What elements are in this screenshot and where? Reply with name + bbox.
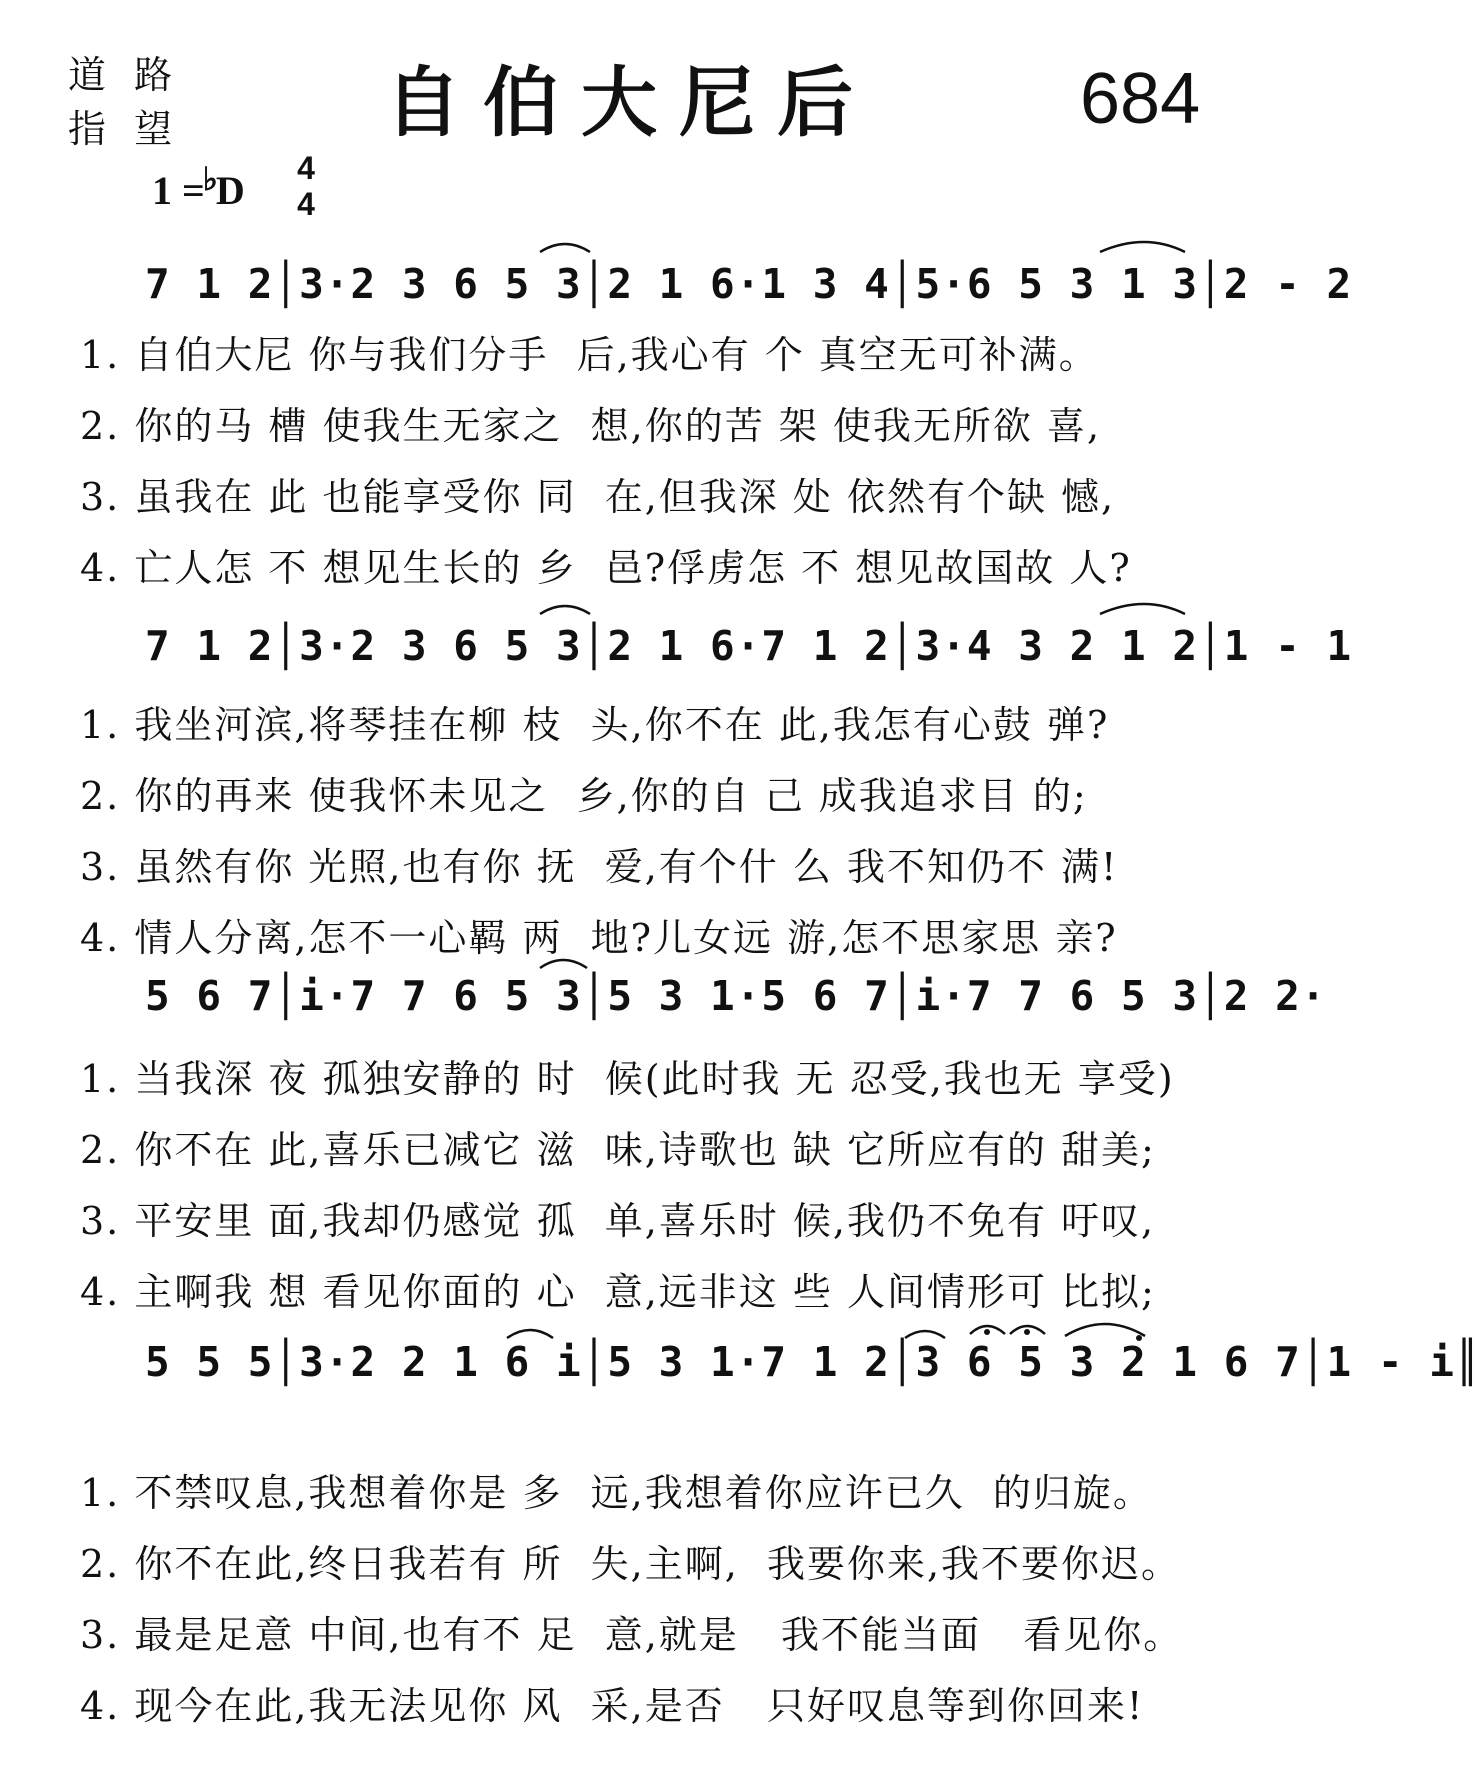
verse-1-line-3: 1. 当我深 夜 孤独安静的 时 候(此时我 无 忍受,我也无 享受) [80,1057,1175,1101]
notes: 7 1 2│3·2 3 6 5 3│2 1 6·7 1 2│3·4 3 2 1 2│1 - 1 [145,622,1353,670]
verse-3-line-2: 3. 虽然有你 光照,也有你 抚 爱,有个什 么 我不知仍不 满! [80,845,1119,889]
verse-4-line-2: 4. 情人分离,怎不一心羁 两 地?儿女远 游,怎不思家思 亲? [80,916,1118,960]
verse-3-line-3: 3. 平安里 面,我却仍感觉 孤 单,喜乐时 候,我仍不免有 吁叹, [80,1199,1156,1243]
key-prefix: 1 = [152,168,205,213]
verse-4-line-3: 4. 主啊我 想 看见你面的 心 意,远非这 些 人间情形可 比拟; [80,1270,1156,1314]
verse-1-line-2: 1. 我坐河滨,将琴挂在柳 枝 头,你不在 此,我怎有心鼓 弹? [80,703,1110,747]
notation-line-2 [145,600,1353,680]
notation-line-4 [145,1316,1481,1396]
key-letter: D [215,168,245,213]
key-signature [152,160,245,214]
notation-line-3 [145,950,1327,1030]
verse-2-line-1: 2. 你的马 槽 使我生无家之 想,你的苦 架 使我无所欲 喜, [80,404,1102,448]
time-signature [292,150,320,222]
verse-3-line-1: 3. 虽我在 此 也能享受你 同 在,但我深 处 依然有个缺 憾, [80,475,1116,519]
verse-1-line-4: 1. 不禁叹息,我想着你是 多 远,我想着你应许已久 的归旋。 [80,1471,1153,1515]
time-denominator: 4 [297,186,315,222]
flat-sign: ♭ [202,161,218,197]
time-numerator: 4 [297,150,315,186]
verse-2-line-2: 2. 你的再来 使我怀未见之 乡,你的自 己 成我追求目 的; [80,774,1088,818]
verse-1-line-1: 1. 自伯大尼 你与我们分手 后,我心有 个 真空无可补满。 [80,333,1099,377]
notes: 5 6 7│i·7 7 6 5 3│5 3 1·5 6 7│i·7 7 6 5 3│2 2· [145,972,1327,1020]
verse-3-line-4: 3. 最是足意 中间,也有不 足 意,就是 我不能当面 看见你。 [80,1613,1184,1657]
verse-2-line-3: 2. 你不在 此,喜乐已减它 滋 味,诗歌也 缺 它所应有的 甜美; [80,1128,1156,1172]
notes: 5 5 5│3·2 2 1 6 i│5 3 1·7 1 2│3 6 5 3 2 1 6 7│1 - i║ [145,1338,1481,1386]
verse-4-line-1: 4. 亡人怎 不 想见生长的 乡 邑?俘虏怎 不 想见故国故 人? [80,546,1132,590]
notes: 7 1 2│3·2 3 6 5 3│2 1 6·1 3 4│5·6 5 3 1 3│2 - 2 [145,260,1353,308]
category-line-2: 指 望 [68,107,181,151]
category-line-1: 道 路 [68,53,181,97]
hymn-number: 684 [1080,59,1201,139]
verse-2-line-4: 2. 你不在此,终日我若有 所 失,主啊, 我要你来,我不要你迟。 [80,1542,1182,1586]
hymn-title: 自伯大尼后 [385,58,875,147]
verse-4-line-4: 4. 现今在此,我无法见你 风 采,是否 只好叹息等到你回来! [80,1684,1145,1728]
category-label [68,48,186,156]
notation-line-1 [145,238,1353,318]
